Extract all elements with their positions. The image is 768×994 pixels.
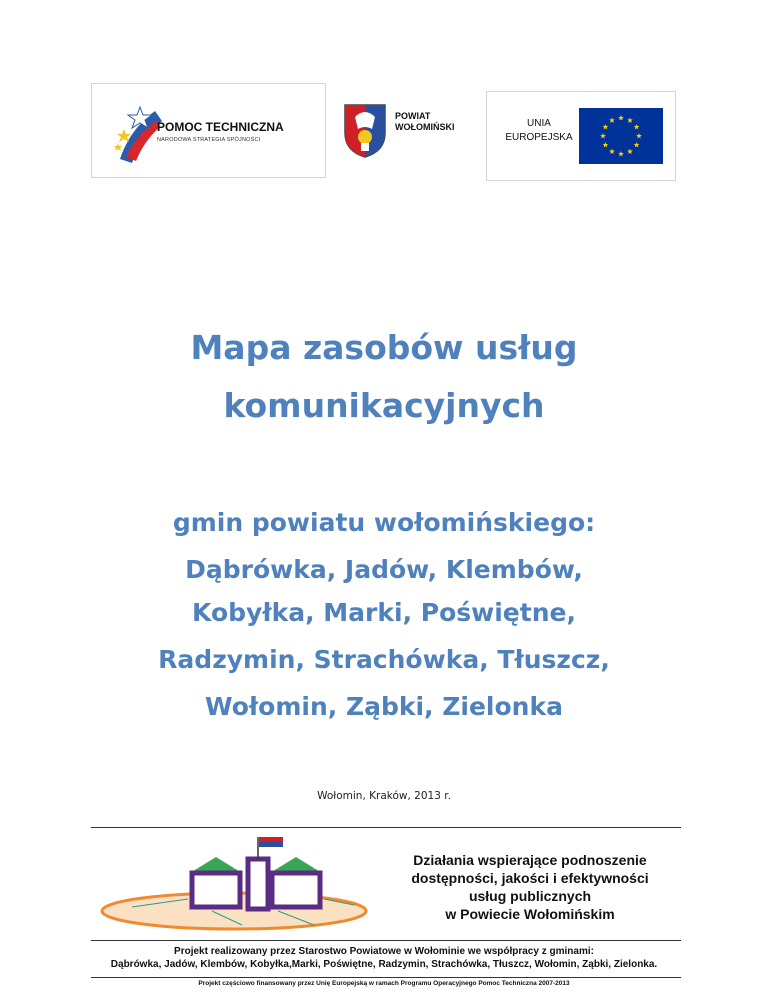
- stars-flag-icon: [110, 99, 170, 169]
- pomoc-techniczna-logo: [91, 83, 326, 178]
- center-tower: [248, 859, 268, 909]
- project-title: [380, 851, 680, 923]
- pomoc-techniczna-name: POMOC TECHNICZNA: [157, 120, 284, 134]
- document-title-line2: komunikacyjnych: [223, 386, 545, 425]
- flag-blue: [259, 842, 283, 847]
- powiat-name: [395, 111, 469, 133]
- subtitle-line: Radzymin, Strachówka, Tłuszcz,: [158, 645, 610, 674]
- subtitle-line: gmin powiatu wołomińskiego:: [172, 508, 596, 537]
- project-title-line: Działania wspierające podnoszenie: [413, 852, 647, 868]
- realized-line1: Projekt realizowany przez Starostwo Powiatowe w Wołominie we współpracy z gminami:: [174, 946, 594, 957]
- project-title-line: dostępności, jakości i efektywności: [411, 870, 649, 886]
- subtitle-line: Kobyłka, Marki, Poświętne,: [192, 598, 576, 627]
- project-title-line: usług publicznych: [468, 888, 592, 904]
- subtitle-line: Dąbrówka, Jadów, Klembów,: [185, 555, 583, 584]
- project-illustration: [92, 833, 382, 939]
- ue-line2: EUROPEJSKA: [505, 132, 573, 143]
- ue-line1: UNIA: [527, 118, 551, 129]
- ue-logo: [486, 91, 676, 181]
- document-title-line1: Mapa zasobów usług: [190, 328, 578, 367]
- subtitle-line: Wołomin, Ząbki, Zielonka: [205, 692, 563, 721]
- realized-line2: Dąbrówka, Jadów, Klembów, Kobyłka,Marki, Poświętne, Radzymin, Strachówka, Tłuszcz, Wołomin, Ząbki, Zielonka.: [110, 959, 658, 970]
- divider: [91, 827, 681, 828]
- flag-red: [259, 837, 283, 842]
- divider: [91, 977, 681, 978]
- powiat-logo: [338, 97, 471, 161]
- powiat-line1: POWIAT: [395, 111, 431, 121]
- powiat-line2: WOŁOMIŃSKI: [395, 122, 455, 132]
- realized-by: [0, 945, 768, 971]
- footer-funding-note: Projekt częściowo finansowany przez Unię Europejską w ramach Programu Operacyjnego Pomoc Techniczna 2007-2013: [198, 980, 570, 987]
- ue-name: [501, 117, 577, 145]
- left-building: [192, 873, 240, 907]
- pomoc-techniczna-subtitle: NARODOWA STRATEGIA SPÓJNOŚCI: [157, 137, 261, 143]
- divider: [91, 940, 681, 941]
- project-title-line: w Powiecie Wołomińskim: [445, 906, 615, 922]
- right-building: [272, 873, 320, 907]
- place-and-date: Wołomin, Kraków, 2013 r.: [317, 790, 451, 802]
- coat-of-arms-icon: [340, 99, 390, 159]
- eu-flag-icon: [579, 108, 663, 164]
